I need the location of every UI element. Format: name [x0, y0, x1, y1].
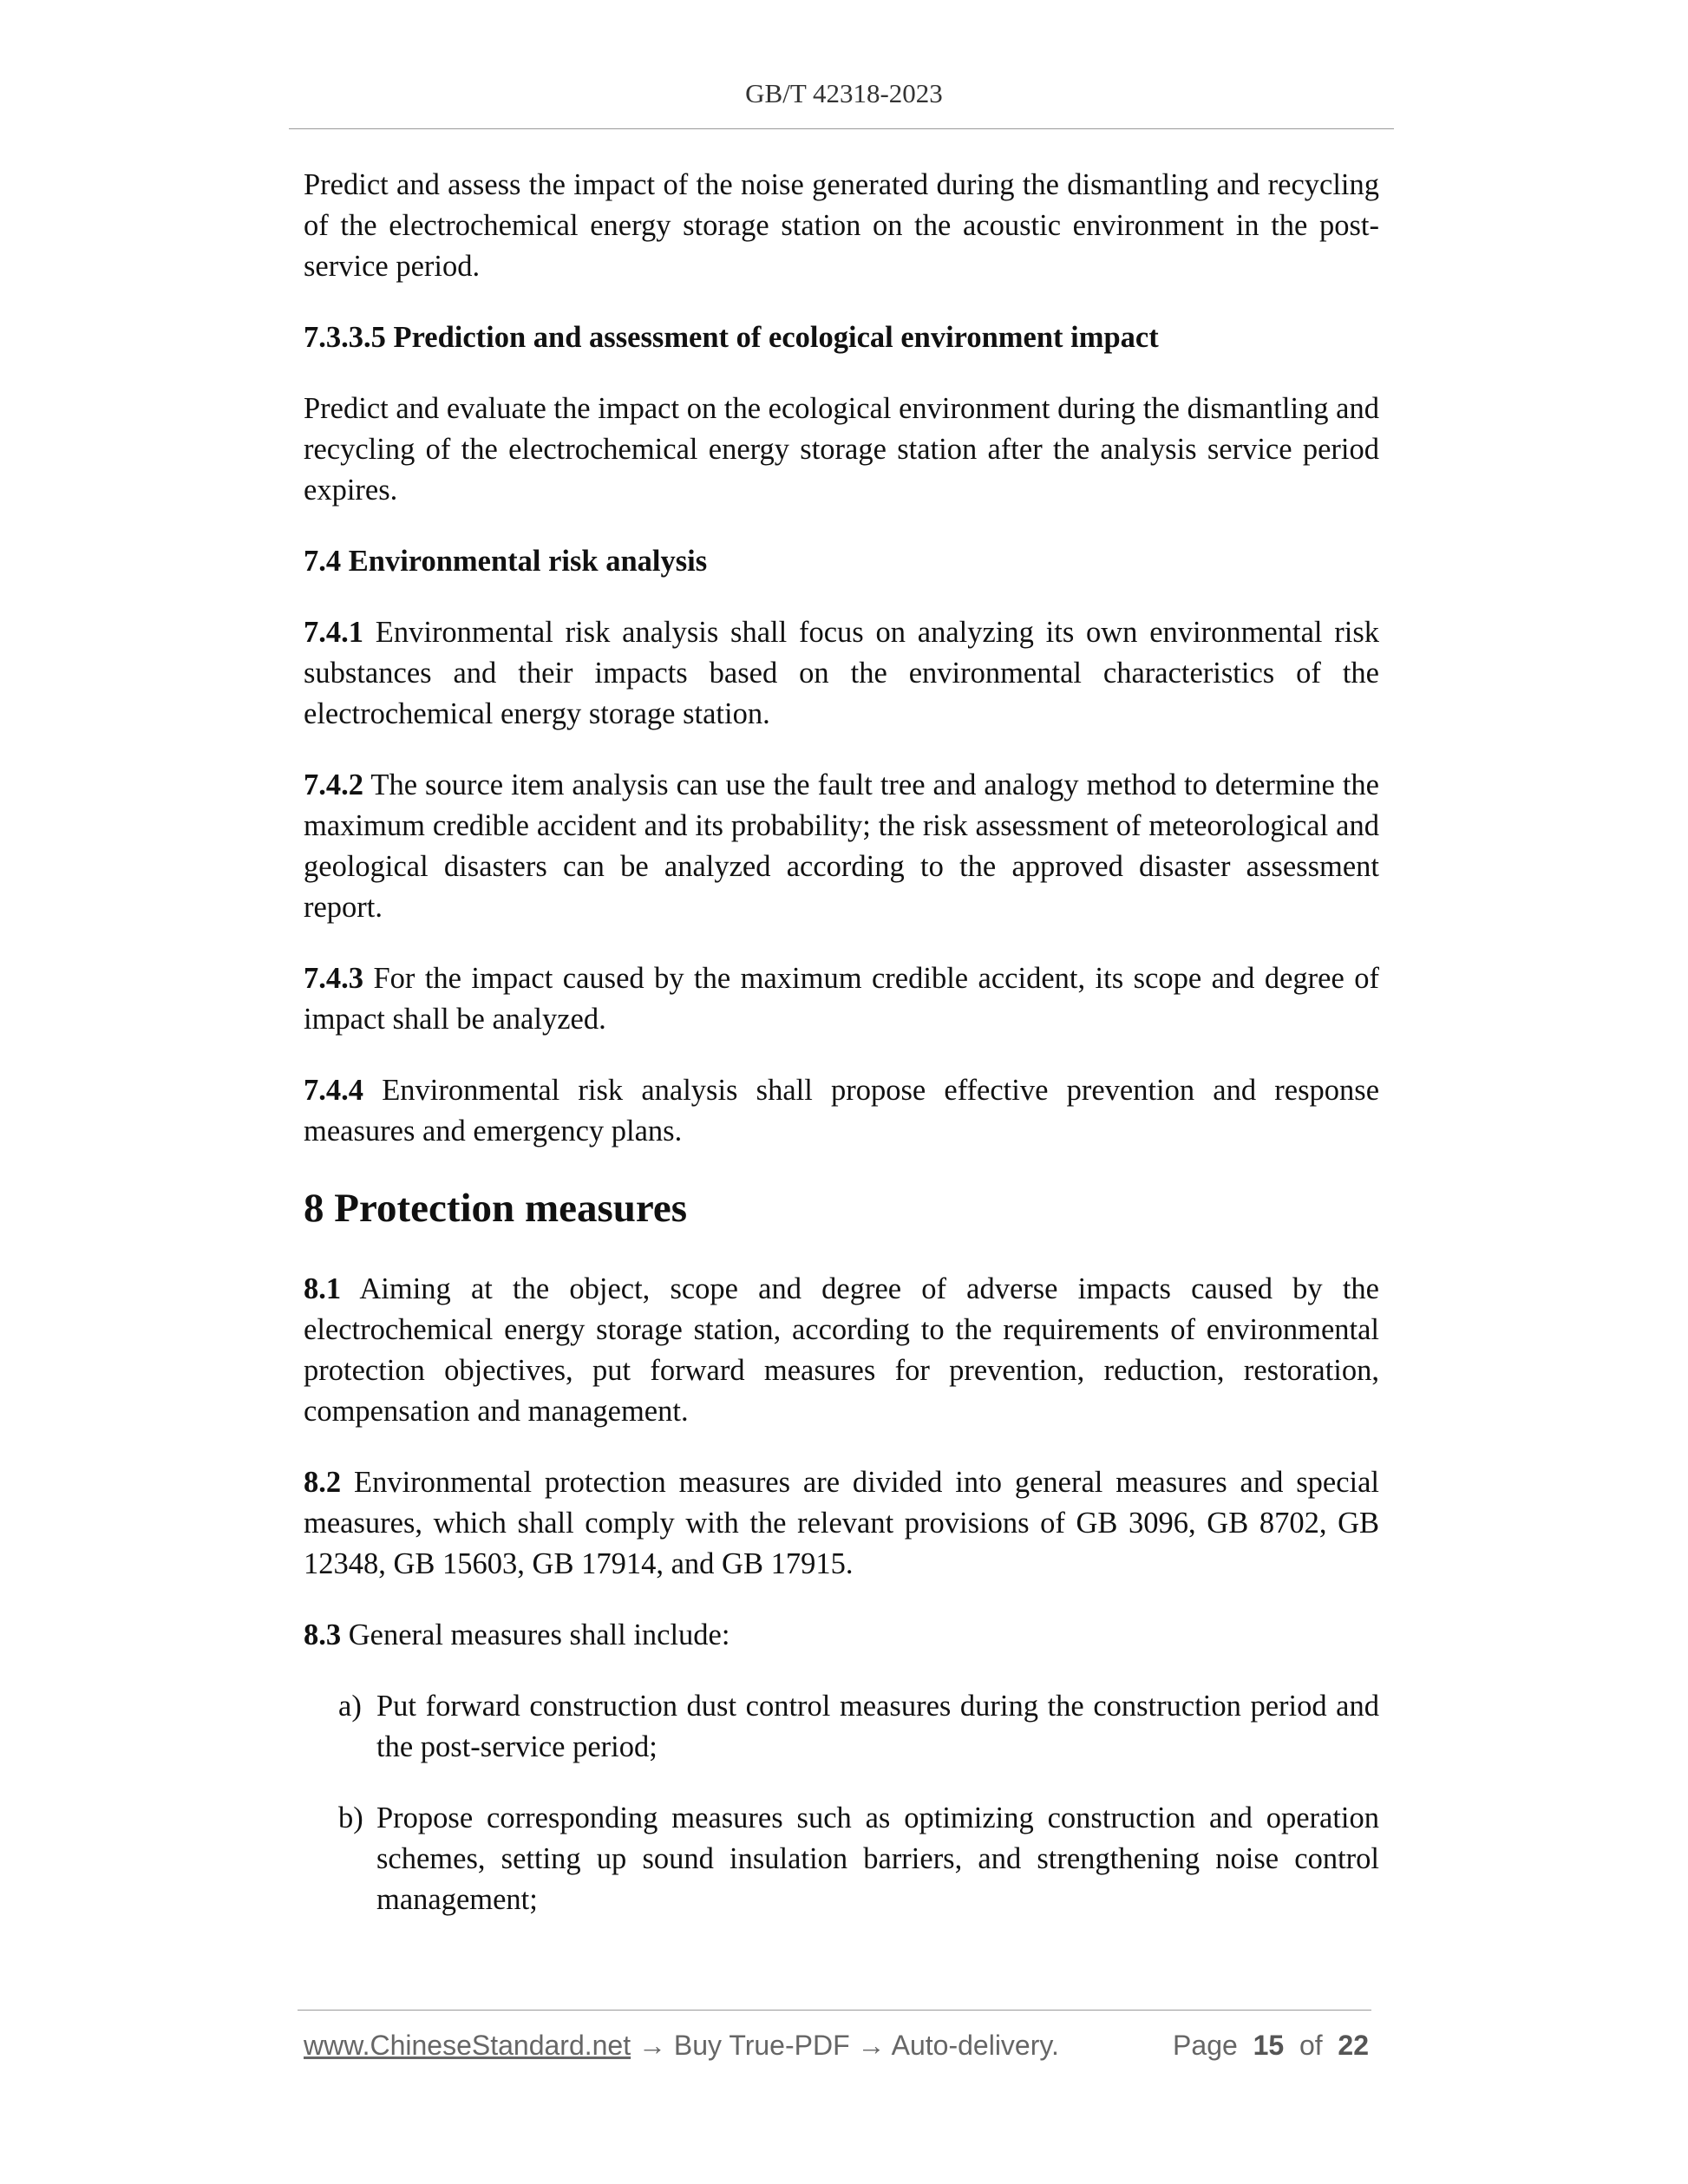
page-indicator: [1173, 2030, 1369, 2062]
clause-number: 8.2: [304, 1466, 342, 1499]
clause-number: 7.4.1: [304, 616, 363, 649]
clause-7-4-1: [304, 612, 1379, 735]
list-item-a: [338, 1686, 1379, 1768]
list-item-text: Propose corresponding measures such as optimizing construction and operation schemes, setting up sound insulation barriers, and strengthening noise control management;: [376, 1801, 1379, 1916]
heading-7-4: 7.4 Environmental risk analysis: [304, 545, 708, 578]
document-code: GB/T 42318-2023: [745, 78, 943, 108]
list-item-b: [338, 1798, 1379, 1920]
clause-number: 8.3: [304, 1618, 342, 1651]
clause-number: 7.4.4: [304, 1074, 363, 1107]
clause-8-2: [304, 1462, 1379, 1585]
clause-text: Environmental risk analysis shall propose effective prevention and response measures and emergency plans.: [304, 1074, 1380, 1148]
page-current: 15: [1253, 2030, 1285, 2061]
clause-8-1: [304, 1269, 1379, 1432]
list-marker: a): [338, 1690, 362, 1723]
clause-number: 8.1: [304, 1272, 342, 1305]
page-of: of: [1299, 2030, 1323, 2061]
clause-number: 7.4.2: [304, 768, 363, 801]
footer-promo: [304, 2030, 1059, 2062]
clause-text: Environmental protection measures are divided into general measures and special measures, which shall comply with the relevant provisions of GB 3096, GB 8702, GB 12348, GB 15603, GB 17914, and GB 17915.: [304, 1466, 1379, 1580]
footer-tagline: → Buy True-PDF → Auto-delivery.: [631, 2030, 1059, 2061]
clause-text: The source item analysis can use the fault tree and analogy method to determine the maximum credible accident and its probability; the risk assessment of meteorological and geological disasters can be analyzed according to the approved disaster assessment report.: [304, 768, 1379, 924]
clause-7-4-2: [304, 765, 1379, 928]
heading-7-3-3-5: 7.3.3.5 Prediction and assessment of ecological environment impact: [304, 321, 1159, 354]
footer-divider: [298, 2010, 1371, 2011]
clause-8-3: [304, 1615, 1379, 1656]
page-footer: [304, 2030, 1369, 2062]
clause-text: Aiming at the object, scope and degree of adverse impacts caused by the electrochemical energy storage station, according to the requirements of environmental protection objectives, put forward measures for prevention, reduction, restoration, compensation and management.: [304, 1272, 1379, 1428]
clause-7-4-4: [304, 1070, 1379, 1152]
clause-7-4-3: [304, 958, 1379, 1040]
page-label: Page: [1173, 2030, 1238, 2061]
list-marker: b): [338, 1801, 363, 1834]
clause-text: General measures shall include:: [348, 1618, 730, 1651]
clause-text: Environmental risk analysis shall focus on analyzing its own environmental risk substances and their impacts based on the environmental characteristics of the electrochemical energy storage station.: [304, 616, 1380, 730]
list-item-text: Put forward construction dust control measures during the construction period and the post-service period;: [376, 1690, 1379, 1763]
paragraph-noise-assessment: Predict and assess the impact of the noise generated during the dismantling and recycling of the electrochemical energy storage station on the acoustic environment in the post-service period.: [304, 168, 1379, 283]
page-total: 22: [1338, 2030, 1369, 2061]
site-link[interactable]: www.ChineseStandard.net: [304, 2030, 631, 2061]
header-divider: [289, 128, 1394, 129]
clause-number: 7.4.3: [304, 962, 363, 995]
heading-8: 8 Protection measures: [304, 1186, 688, 1231]
clause-text: For the impact caused by the maximum credible accident, its scope and degree of impact shall be analyzed.: [304, 962, 1379, 1036]
paragraph-ecological-assessment: Predict and evaluate the impact on the ecological environment during the dismantling and recycling of the electrochemical energy storage station after the analysis service period expires.: [304, 392, 1379, 507]
page-content: [304, 165, 1379, 1951]
